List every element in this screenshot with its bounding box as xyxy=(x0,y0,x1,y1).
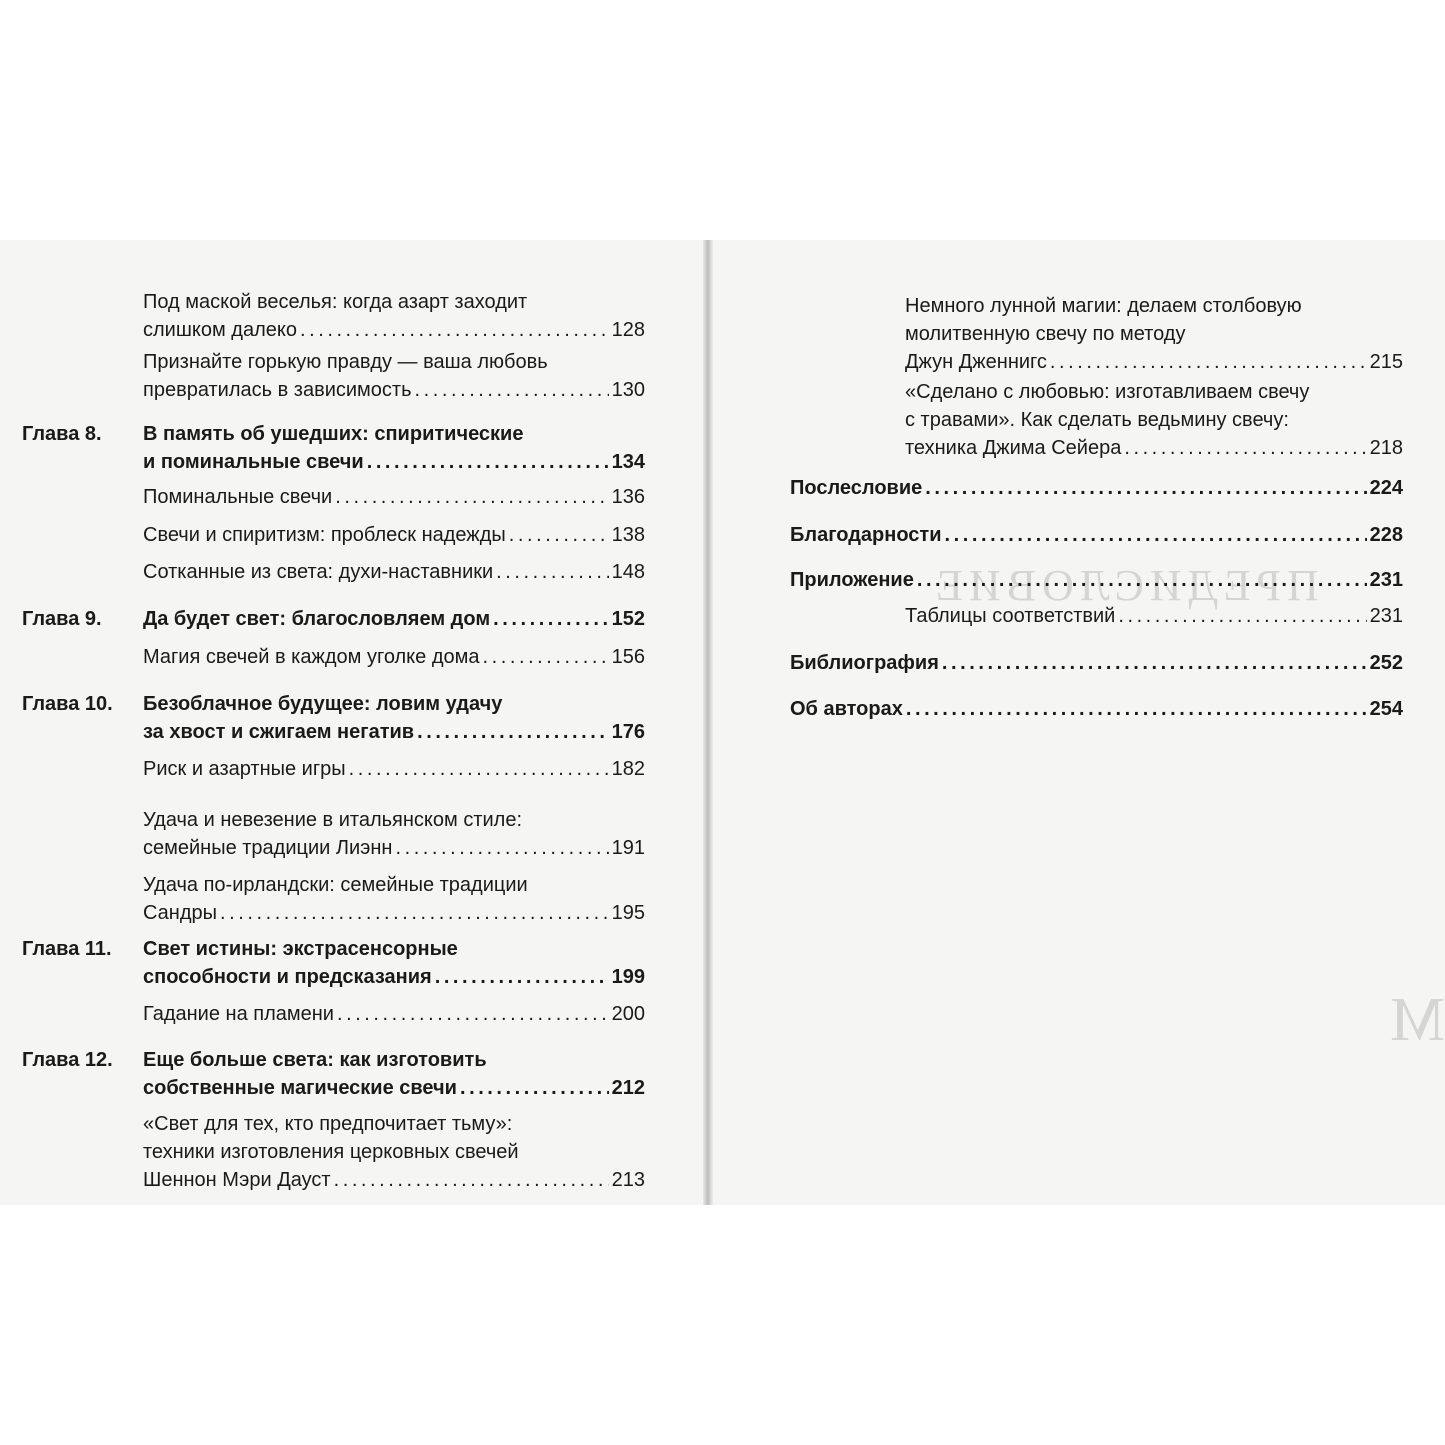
toc-entry-title-line: за хвост и сжигаем негатив xyxy=(143,721,415,743)
toc-page-number: 195 xyxy=(611,902,645,924)
toc-entry-title-line: Безоблачное будущее: ловим удачу xyxy=(143,693,503,715)
toc-entry-last-line xyxy=(143,755,645,783)
toc-entry-title-line: собственные магические свечи xyxy=(143,1077,457,1099)
toc-entry-title-line: техника Джима Сейера xyxy=(905,437,1122,459)
toc-chapter-label: Глава 12. xyxy=(22,1049,113,1071)
toc-entry-last-line xyxy=(143,643,645,671)
show-through-heading: ПРЕДИСЛОВИЕ xyxy=(930,561,1319,610)
toc-entry-last-line xyxy=(790,474,1403,502)
toc-entry-title-line: «Сделано с любовью: изготавливаем свечу xyxy=(905,381,1310,403)
toc-page-number: 228 xyxy=(1369,524,1403,546)
dot-leader xyxy=(220,899,609,927)
toc-section-entry xyxy=(143,643,645,671)
toc-entry-last-line xyxy=(143,834,645,862)
dot-leader xyxy=(942,649,1367,677)
dot-leader xyxy=(417,718,609,746)
dot-leader xyxy=(460,1074,609,1102)
toc-entry-last-line xyxy=(143,1000,645,1028)
toc-page-number: 213 xyxy=(611,1169,645,1191)
toc-page-number: 128 xyxy=(611,319,645,341)
toc-entry-title-line: Библиография xyxy=(790,652,939,674)
dot-leader xyxy=(415,376,609,404)
toc-entry-last-line xyxy=(143,521,645,549)
toc-page-number: 134 xyxy=(611,451,645,473)
toc-entry-last-line xyxy=(143,558,645,586)
toc-entry-last-line xyxy=(143,963,645,991)
toc-entry-last-line xyxy=(143,718,645,746)
toc-back-matter-entry xyxy=(790,649,1403,677)
toc-section-entry xyxy=(143,348,645,404)
toc-entry-last-line xyxy=(790,649,1403,677)
toc-chapter-entry xyxy=(22,935,645,991)
toc-entry-title-line: Благодарности xyxy=(790,524,942,546)
toc-section-entry xyxy=(143,1110,645,1194)
toc-page-number: 218 xyxy=(1369,437,1403,459)
toc-entry-title-line: способности и предсказания xyxy=(143,966,432,988)
toc-entry-title-line: Риск и азартные игры xyxy=(143,758,346,780)
toc-page-number: 254 xyxy=(1369,698,1403,720)
dot-leader xyxy=(925,474,1366,502)
toc-page-number: 182 xyxy=(611,758,645,780)
toc-section-entry xyxy=(143,806,645,862)
toc-page-number: 212 xyxy=(611,1077,645,1099)
dot-leader xyxy=(395,834,608,862)
toc-chapter-label: Глава 11. xyxy=(22,938,112,960)
toc-entry-last-line xyxy=(143,899,645,927)
toc-entry-last-line xyxy=(143,605,645,633)
toc-page-number: 130 xyxy=(611,379,645,401)
toc-entry-title-line: Еще больше света: как изготовить xyxy=(143,1049,487,1071)
toc-page-number: 191 xyxy=(611,837,645,859)
toc-entry-last-line xyxy=(790,695,1403,723)
book-gutter xyxy=(703,240,713,1205)
toc-entry-title-line: Немного лунной магии: делаем столбовую xyxy=(905,295,1302,317)
toc-section-entry xyxy=(143,755,645,783)
toc-entry-title-line: Свечи и спиритизм: проблеск надежды xyxy=(143,524,506,546)
toc-entry-title-line: Приложение xyxy=(790,569,914,591)
dot-leader xyxy=(509,521,609,549)
toc-entry-title-line: Удача и невезение в итальянском стиле: xyxy=(143,809,523,831)
toc-entry-title-line: с травами». Как сделать ведьмину свечу: xyxy=(905,409,1289,431)
dot-leader xyxy=(337,1000,609,1028)
toc-chapter-entry xyxy=(22,605,645,633)
toc-entry-title-line: слишком далеко xyxy=(143,319,297,341)
dot-leader xyxy=(334,1166,609,1194)
toc-chapter-entry xyxy=(22,690,645,746)
toc-entry-last-line xyxy=(905,348,1403,376)
toc-section-entry xyxy=(143,558,645,586)
toc-page-number: 231 xyxy=(1369,605,1403,627)
toc-section-entry xyxy=(143,871,645,927)
toc-chapter-entry xyxy=(22,420,645,476)
toc-page-number: 215 xyxy=(1369,351,1403,373)
toc-entry-title-line: Поминальные свечи xyxy=(143,486,333,508)
toc-page-number: 252 xyxy=(1369,652,1403,674)
toc-entry-title-line: Джун Дженнигс xyxy=(905,351,1047,373)
toc-entry-title-line: Да будет свет: благословляем дом xyxy=(143,608,491,630)
book-spread xyxy=(0,240,1445,1205)
toc-page-number: 152 xyxy=(611,608,645,630)
toc-entry-title-line: Послесловие xyxy=(790,477,923,499)
toc-entry-title-line: Магия свечей в каждом уголке дома xyxy=(143,646,480,668)
toc-chapter-label: Глава 10. xyxy=(22,693,113,715)
toc-section-entry xyxy=(143,483,645,511)
toc-entry-last-line xyxy=(143,483,645,511)
toc-entry-title-line: Сотканные из света: духи-наставники xyxy=(143,561,494,583)
dot-leader xyxy=(349,755,609,783)
toc-entry-last-line xyxy=(790,521,1403,549)
toc-page-number: 136 xyxy=(611,486,645,508)
toc-page-number: 156 xyxy=(611,646,645,668)
dot-leader xyxy=(1124,434,1366,462)
dot-leader xyxy=(1050,348,1367,376)
toc-section-entry xyxy=(905,292,1403,376)
dot-leader xyxy=(493,605,609,633)
toc-entry-last-line xyxy=(905,434,1403,462)
toc-page-number: 148 xyxy=(611,561,645,583)
dot-leader xyxy=(483,643,609,671)
toc-entry-title-line: Об авторах xyxy=(790,698,903,720)
toc-page-number: 176 xyxy=(611,721,645,743)
toc-entry-last-line xyxy=(143,316,645,344)
toc-page-number: 138 xyxy=(611,524,645,546)
toc-page-number: 231 xyxy=(1369,569,1403,591)
dot-leader xyxy=(435,963,609,991)
toc-entry-title-line: и поминальные свечи xyxy=(143,451,364,473)
toc-entry-title-line: Удача по-ирландски: семейные традиции xyxy=(143,874,528,896)
dot-leader xyxy=(906,695,1367,723)
toc-back-matter-entry xyxy=(790,566,1403,594)
toc-page-number: 199 xyxy=(611,966,645,988)
toc-section-entry xyxy=(143,1000,645,1028)
toc-entry-last-line xyxy=(143,1074,645,1102)
toc-entry-title-line: Свет истины: экстрасенсорные xyxy=(143,938,458,960)
toc-entry-title-line: В память об ушедших: спиритические xyxy=(143,423,524,445)
toc-section-entry xyxy=(143,288,645,344)
toc-page-number: 224 xyxy=(1369,477,1403,499)
toc-entry-title-line: Сандры xyxy=(143,902,218,924)
dot-leader xyxy=(1118,602,1366,630)
toc-entry-title-line: превратилась в зависимость xyxy=(143,379,412,401)
dot-leader xyxy=(917,566,1367,594)
toc-entry-last-line xyxy=(143,376,645,404)
toc-entry-title-line: Признайте горькую правду — ваша любовь xyxy=(143,351,548,373)
dot-leader xyxy=(945,521,1367,549)
dot-leader xyxy=(367,448,609,476)
toc-entry-last-line xyxy=(143,1166,645,1194)
toc-section-entry xyxy=(905,378,1403,462)
toc-section-entry xyxy=(905,602,1403,630)
toc-back-matter-entry xyxy=(790,521,1403,549)
toc-chapter-label: Глава 9. xyxy=(22,608,102,630)
dot-leader xyxy=(496,558,608,586)
toc-chapter-label: Глава 8. xyxy=(22,423,102,445)
toc-entry-last-line xyxy=(143,448,645,476)
toc-back-matter-entry xyxy=(790,474,1403,502)
toc-entry-title-line: молитвенную свечу по методу xyxy=(905,323,1186,345)
toc-entry-title-line: Под маской веселья: когда азарт заходит xyxy=(143,291,528,313)
show-through-initial: M xyxy=(1390,986,1445,1054)
toc-chapter-entry xyxy=(22,1046,645,1102)
toc-entry-last-line xyxy=(790,566,1403,594)
toc-entry-title-line: техники изготовления церковных свечей xyxy=(143,1141,519,1163)
dot-leader xyxy=(335,483,608,511)
toc-section-entry xyxy=(143,521,645,549)
toc-entry-title-line: семейные традиции Лиэнн xyxy=(143,837,393,859)
toc-entry-title-line: Гадание на пламени xyxy=(143,1003,334,1025)
dot-leader xyxy=(300,316,609,344)
toc-entry-last-line xyxy=(905,602,1403,630)
toc-back-matter-entry xyxy=(790,695,1403,723)
toc-entry-title-line: Шеннон Мэри Дауст xyxy=(143,1169,331,1191)
toc-entry-title-line: «Свет для тех, кто предпочитает тьму»: xyxy=(143,1113,513,1135)
toc-entry-title-line: Таблицы соответствий xyxy=(905,605,1116,627)
toc-page-number: 200 xyxy=(611,1003,645,1025)
